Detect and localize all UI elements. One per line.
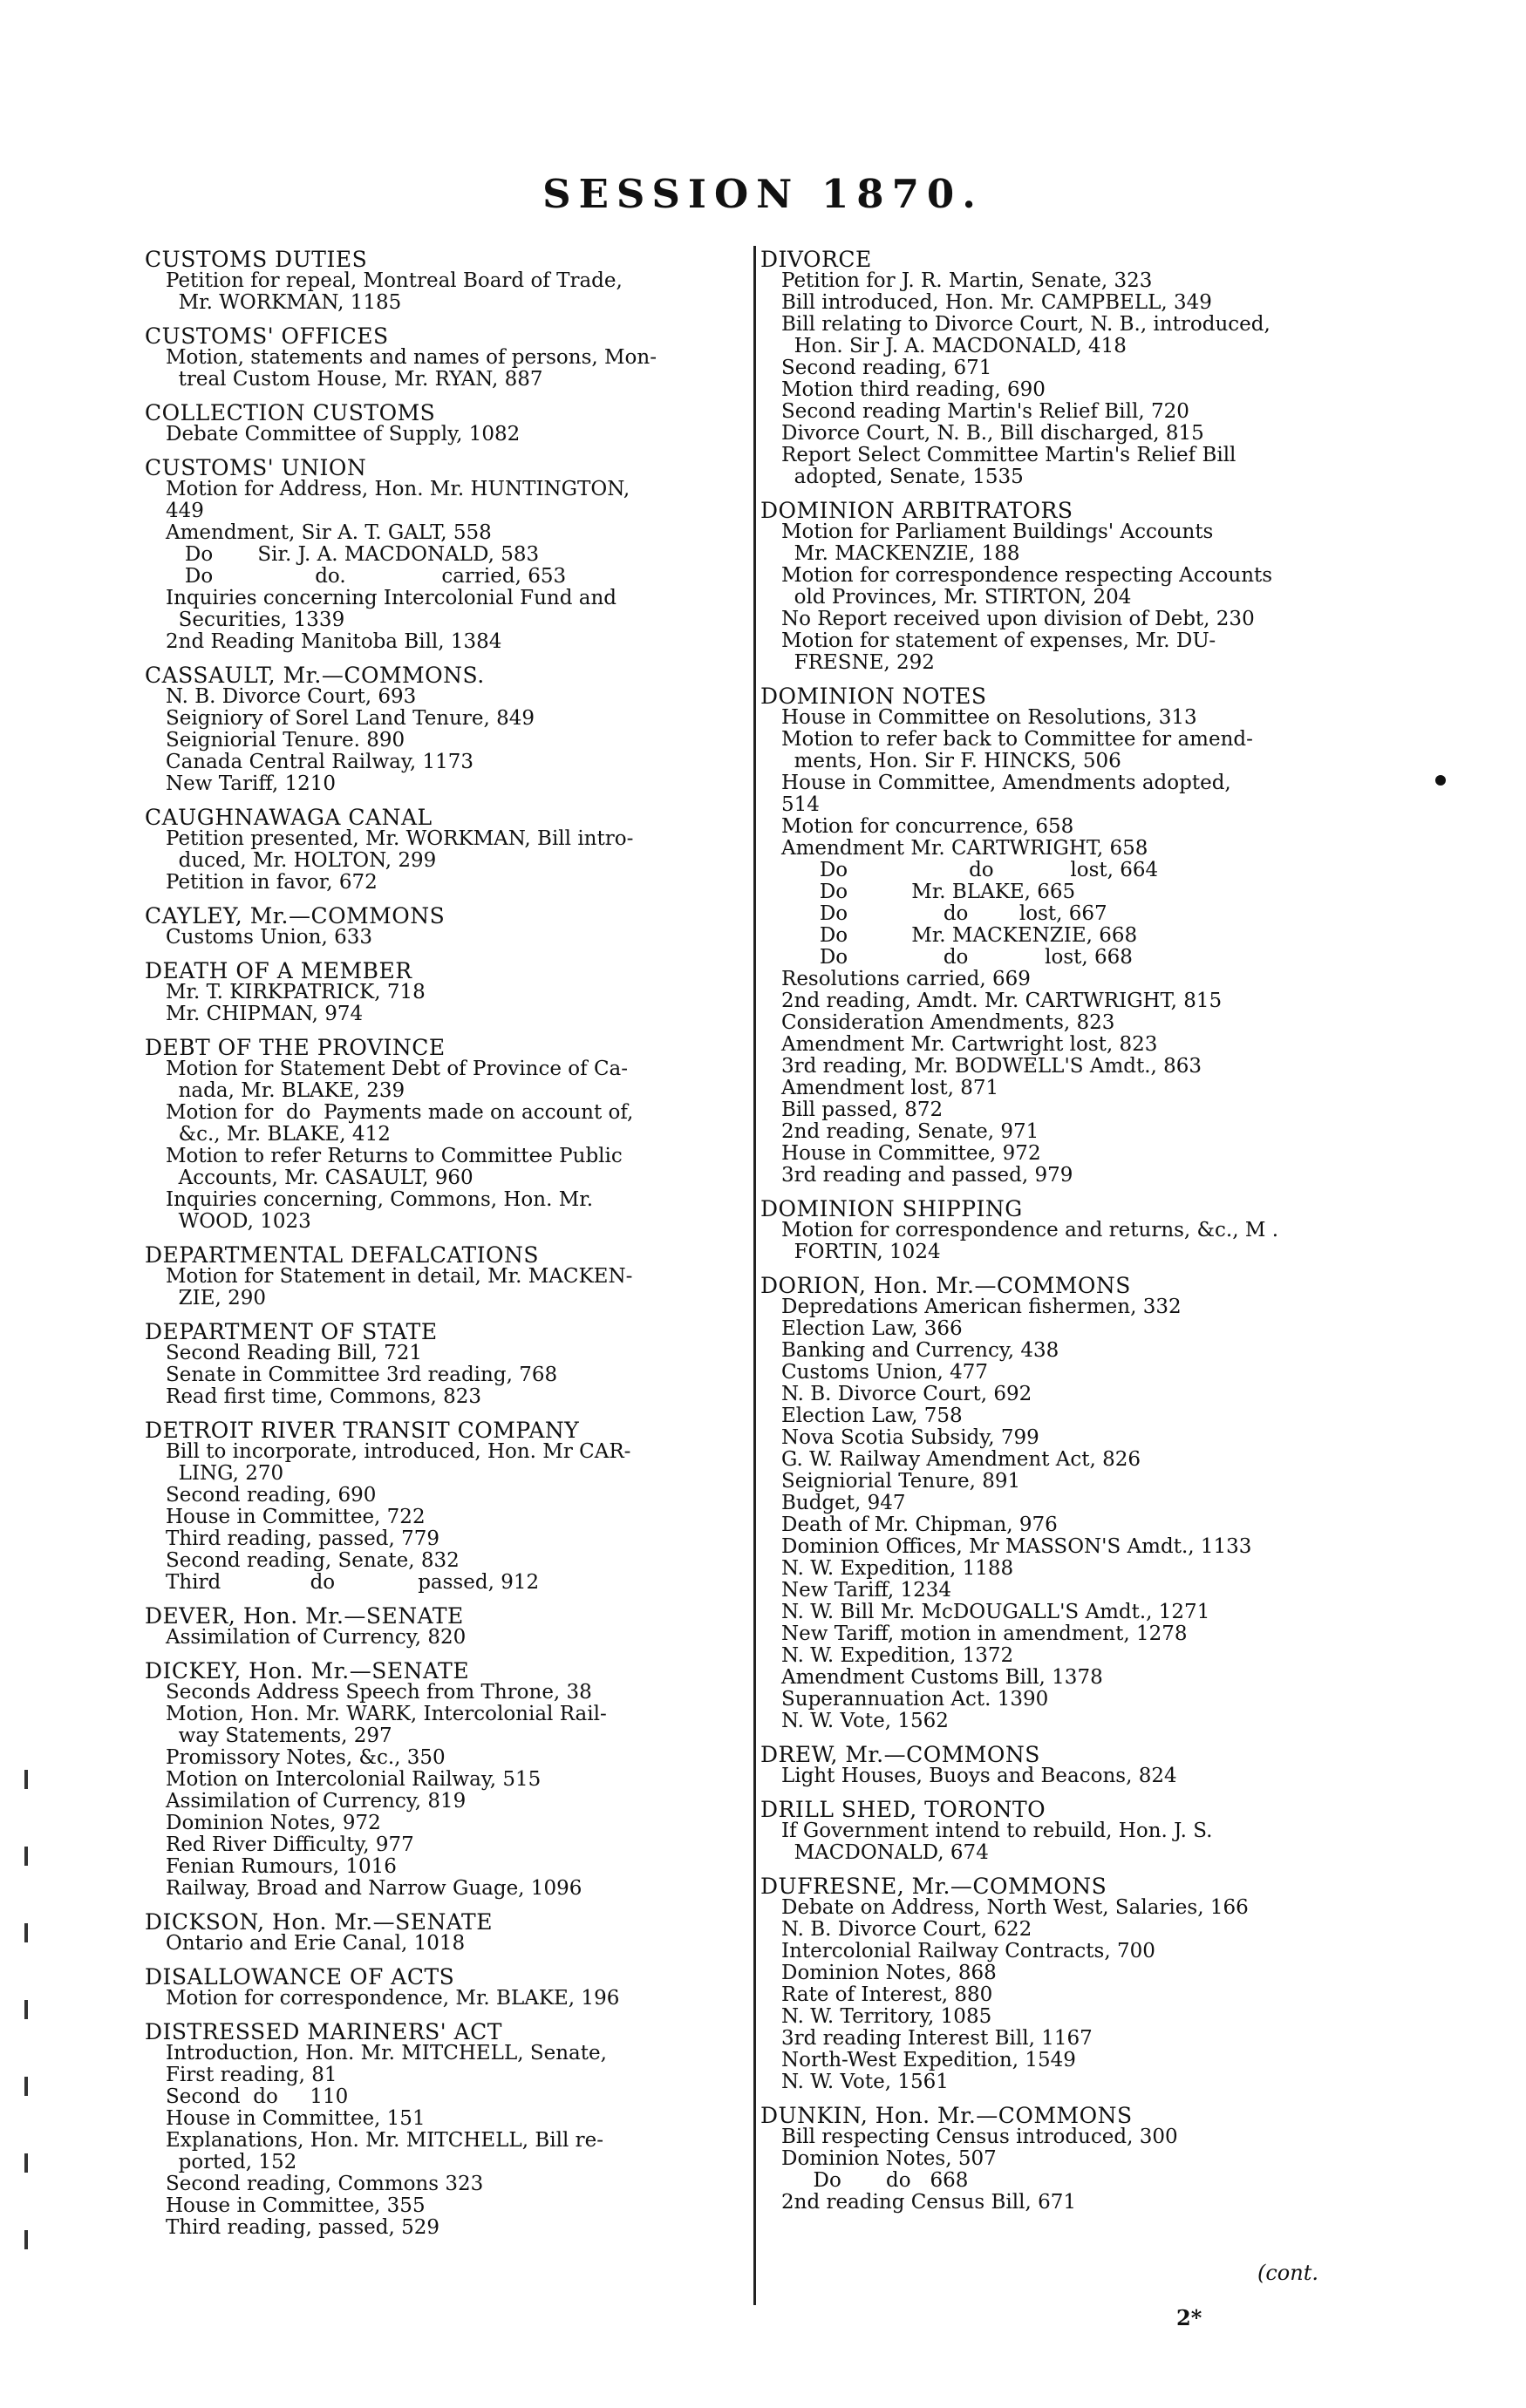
entry-heading: DORION, Hon. Mr.—COMMONS: [760, 1273, 1131, 1298]
index-entry: [145, 325, 746, 391]
entry-line: Do do lost, 668: [781, 947, 1133, 969]
entry-line: Consideration Amendments, 823: [781, 1012, 1115, 1034]
entry-line: Third reading, passed, 779: [166, 1528, 439, 1550]
entry-line: 2nd reading, Senate, 971: [781, 1121, 1039, 1143]
entry-heading: CAYLEY, Mr.—COMMONS: [145, 903, 446, 929]
entry-line: 2nd Reading Manitoba Bill, 1384: [166, 631, 502, 653]
entry-line: 3rd reading, Mr. BODWELL'S Amdt., 863: [781, 1056, 1202, 1078]
index-entry: [145, 1660, 746, 1900]
index-entry: [145, 1911, 746, 1955]
entry-line: way Statements, 297: [166, 1725, 392, 1747]
entry-line: Mr. MACKENZIE, 188: [781, 543, 1020, 565]
entry-heading: CUSTOMS DUTIES: [145, 247, 368, 272]
entry-line: Seigniorial Tenure. 890: [166, 730, 405, 752]
entry-line: Second reading Martin's Relief Bill, 720: [781, 401, 1189, 423]
entry-line: Dominion Notes, 868: [781, 1962, 997, 1984]
entry-line: Third reading, passed, 529: [166, 2217, 439, 2239]
entry-line: Motion for statement of expenses, Mr. DU-: [781, 630, 1216, 652]
index-entry: [760, 248, 1371, 488]
entry-line: New Tariff, 1210: [166, 773, 337, 795]
page-number: 2*: [1176, 2305, 1202, 2330]
entry-line: Inquiries concerning, Commons, Hon. Mr.: [166, 1189, 594, 1211]
entry-line: 2nd reading, Amdt. Mr. CARTWRIGHT, 815: [781, 990, 1223, 1012]
entry-line: Inquiries concerning Intercolonial Fund and: [166, 588, 617, 609]
entry-line: New Tariff, 1234: [781, 1580, 952, 1602]
entry-line: Motion third reading, 690: [781, 379, 1046, 401]
entry-line: 3rd reading and passed, 979: [781, 1165, 1073, 1187]
entry-line: Rate of Interest, 880: [781, 1984, 993, 2006]
entry-line: Motion for concurrence, 658: [781, 816, 1074, 838]
index-entry: [145, 1037, 746, 1233]
entry-line: Second do 110: [166, 2086, 349, 2108]
ink-dot-mark: [1435, 775, 1446, 786]
entry-line: Resolutions carried, 669: [781, 969, 1031, 990]
entry-line: Second reading, 671: [781, 357, 992, 379]
entry-heading: DIVORCE: [760, 247, 872, 272]
entry-heading: DUNKIN, Hon. Mr.—COMMONS: [760, 2103, 1133, 2128]
entry-heading: DICKSON, Hon. Mr.—SENATE: [145, 1909, 493, 1935]
entry-line: Read first time, Commons, 823: [166, 1386, 482, 1408]
entry-line: duced, Mr. HOLTON, 299: [166, 850, 437, 872]
entry-line: Bill passed, 872: [781, 1099, 944, 1121]
entry-line: Seconds Address Speech from Throne, 38: [166, 1682, 592, 1704]
index-entry: [760, 1875, 1371, 2093]
entry-line: Mr. WORKMAN, 1185: [166, 292, 402, 314]
entry-line: Depredations American fishermen, 332: [781, 1296, 1182, 1318]
entry-line: Election Law, 366: [781, 1318, 963, 1340]
entry-line: Do do 668: [781, 2170, 969, 2192]
index-entry: [145, 1321, 746, 1408]
entry-heading: CUSTOMS' OFFICES: [145, 323, 389, 349]
entry-line: Report Select Committee Martin's Relief Bill: [781, 445, 1236, 466]
entry-line: House in Committee, 722: [166, 1507, 426, 1528]
entry-line: LING, 270: [166, 1463, 284, 1485]
entry-line: Motion for Statement Debt of Province of Ca-: [166, 1058, 629, 1080]
entry-line: Customs Union, 633: [166, 927, 372, 949]
entry-line: Explanations, Hon. Mr. MITCHELL, Bill re-: [166, 2130, 603, 2152]
entry-line: Fenian Rumours, 1016: [166, 1856, 397, 1878]
entry-line: Motion for Address, Hon. Mr. HUNTINGTON,: [166, 479, 630, 500]
index-entry: [145, 806, 746, 894]
entry-line: Do Mr. BLAKE, 665: [781, 881, 1076, 903]
index-entry: [145, 248, 746, 314]
entry-line: Motion for Parliament Buildings' Accounts: [781, 521, 1214, 543]
entry-heading: CUSTOMS' UNION: [145, 455, 367, 480]
entry-line: Mr. T. KIRKPATRICK, 718: [166, 982, 426, 1003]
entry-line: Red River Difficulty, 977: [166, 1834, 414, 1856]
entry-line: Bill introduced, Hon. Mr. CAMPBELL, 349: [781, 292, 1212, 314]
entry-line: old Provinces, Mr. STIRTON, 204: [781, 587, 1132, 609]
entry-heading: DRILL SHED, TORONTO: [760, 1797, 1046, 1822]
entry-line: ported, 152: [166, 2152, 297, 2173]
entry-line: Do do lost, 667: [781, 903, 1107, 925]
entry-line: Death of Mr. Chipman, 976: [781, 1514, 1058, 1536]
entry-line: Do Sir. J. A. MACDONALD, 583: [166, 544, 540, 566]
index-entry: [145, 905, 746, 949]
entry-line: N. W. Expedition, 1372: [781, 1645, 1014, 1667]
entry-line: Amendment Customs Bill, 1378: [781, 1667, 1103, 1689]
entry-line: Motion on Intercolonial Railway, 515: [166, 1769, 542, 1791]
entry-line: G. W. Railway Amendment Act, 826: [781, 1449, 1141, 1471]
left-column: [145, 248, 746, 2250]
entry-line: Mr. CHIPMAN, 974: [166, 1003, 364, 1025]
index-entry: [760, 500, 1371, 674]
entry-line: Promissory Notes, &c., 350: [166, 1747, 446, 1769]
entry-line: Debate on Address, North West, Salaries, 166: [781, 1897, 1249, 1919]
entry-heading: DICKEY, Hon. Mr.—SENATE: [145, 1658, 470, 1684]
entry-line: Accounts, Mr. CASAULT, 960: [166, 1167, 473, 1189]
entry-line: Petition in favor, 672: [166, 872, 378, 894]
entry-line: N. W. Bill Mr. McDOUGALL'S Amdt., 1271: [781, 1602, 1210, 1623]
index-entry: [145, 1966, 746, 2010]
entry-heading: DREW, Mr.—COMMONS: [760, 1742, 1040, 1767]
margin-binding-marks: [24, 1770, 30, 2293]
index-entry: [145, 1419, 746, 1594]
entry-heading: CASSAULT, Mr.—COMMONS.: [145, 663, 485, 688]
entry-line: Seigniorial Tenure, 891: [781, 1471, 1021, 1493]
entry-heading: DEVER, Hon. Mr.—SENATE: [145, 1603, 464, 1629]
entry-line: treal Custom House, Mr. RYAN, 887: [166, 369, 543, 391]
index-entry: [145, 457, 746, 653]
entry-line: 514: [781, 794, 820, 816]
page-title: SESSION 1870.: [542, 171, 984, 217]
entry-line: Introduction, Hon. Mr. MITCHELL, Senate,: [166, 2043, 607, 2064]
index-entry: [760, 685, 1371, 1187]
entry-line: No Report received upon division of Debt, 230: [781, 609, 1255, 630]
entry-line: Ontario and Erie Canal, 1018: [166, 1933, 466, 1955]
entry-line: N. B. Divorce Court, 693: [166, 686, 417, 708]
entry-heading: DOMINION SHIPPING: [760, 1196, 1023, 1221]
entry-line: Light Houses, Buoys and Beacons, 824: [781, 1765, 1177, 1787]
entry-line: 449: [166, 500, 204, 522]
entry-heading: DUFRESNE, Mr.—COMMONS: [760, 1874, 1107, 1899]
index-entry: [145, 2021, 746, 2239]
entry-line: House in Committee, 151: [166, 2108, 426, 2130]
entry-line: Intercolonial Railway Contracts, 700: [781, 1941, 1155, 1962]
index-entry: [760, 1198, 1371, 1263]
entry-line: &c., Mr. BLAKE, 412: [166, 1124, 391, 1146]
entry-line: nada, Mr. BLAKE, 239: [166, 1080, 405, 1102]
entry-line: House in Committee on Resolutions, 313: [781, 707, 1197, 729]
entry-line: Canada Central Railway, 1173: [166, 752, 473, 773]
entry-line: Petition presented, Mr. WORKMAN, Bill intro-: [166, 828, 634, 850]
index-entry: [145, 1244, 746, 1309]
index-entry: [760, 1799, 1371, 1864]
continued-mark: (cont.: [1257, 2261, 1318, 2285]
index-entry: [145, 1605, 746, 1649]
entry-line: N. W. Vote, 1561: [781, 2071, 949, 2093]
entry-heading: DEPARTMENTAL DEFALCATIONS: [145, 1242, 540, 1268]
entry-line: Motion for correspondence and returns, &c., M .: [781, 1220, 1279, 1241]
entry-line: Dominion Offices, Mr MASSON'S Amdt., 1133: [781, 1536, 1252, 1558]
entry-line: Customs Union, 477: [781, 1362, 988, 1384]
entry-line: N. W. Vote, 1562: [781, 1711, 949, 1732]
entry-line: House in Committee, 355: [166, 2195, 426, 2217]
entry-line: Election Law, 758: [781, 1405, 963, 1427]
entry-line: Motion, Hon. Mr. WARK, Intercolonial Rail-: [166, 1704, 607, 1725]
entry-line: Motion for do Payments made on account of,: [166, 1102, 634, 1124]
entry-line: Motion to refer back to Committee for amend-: [781, 729, 1253, 751]
entry-line: North-West Expedition, 1549: [781, 2050, 1076, 2071]
entry-line: Amendment lost, 871: [781, 1078, 999, 1099]
index-entry: [145, 664, 746, 795]
entry-heading: DEPARTMENT OF STATE: [145, 1319, 438, 1344]
entry-line: Amendment, Sir A. T. GALT, 558: [166, 522, 492, 544]
entry-line: N. W. Territory, 1085: [781, 2006, 992, 2028]
entry-line: Securities, 1339: [166, 609, 345, 631]
entry-line: Bill relating to Divorce Court, N. B., introduced,: [781, 314, 1271, 336]
index-entry: [760, 1744, 1371, 1787]
entry-line: MACDONALD, 674: [781, 1842, 989, 1864]
entry-heading: DEBT OF THE PROVINCE: [145, 1035, 446, 1060]
index-entry: [145, 402, 746, 446]
entry-line: First reading, 81: [166, 2064, 337, 2086]
entry-line: FORTIN, 1024: [781, 1241, 941, 1263]
column-divider: [753, 246, 756, 2305]
entry-line: House in Committee, Amendments adopted,: [781, 772, 1231, 794]
index-entry: [760, 2105, 1371, 2214]
index-entry: [145, 960, 746, 1025]
entry-line: Petition for repeal, Montreal Board of Trade,: [166, 270, 623, 292]
entry-line: N. B. Divorce Court, 692: [781, 1384, 1032, 1405]
entry-line: FRESNE, 292: [781, 652, 935, 674]
entry-line: Do Mr. MACKENZIE, 668: [781, 925, 1138, 947]
entry-line: Bill to incorporate, introduced, Hon. Mr CAR-: [166, 1441, 631, 1463]
entry-heading: DISTRESSED MARINERS' ACT: [145, 2019, 502, 2044]
entry-line: Third do passed, 912: [166, 1572, 540, 1594]
entry-heading: DOMINION NOTES: [760, 684, 987, 709]
entry-heading: DETROIT RIVER TRANSIT COMPANY: [145, 1418, 580, 1443]
entry-line: 3rd reading Interest Bill, 1167: [781, 2028, 1093, 2050]
entry-line: Amendment Mr. Cartwright lost, 823: [781, 1034, 1158, 1056]
entry-heading: COLLECTION CUSTOMS: [145, 400, 436, 425]
entry-line: adopted, Senate, 1535: [781, 466, 1024, 488]
entry-line: Nova Scotia Subsidy, 799: [781, 1427, 1039, 1449]
entry-line: Motion for Statement in detail, Mr. MACKEN-: [166, 1266, 633, 1288]
right-column: [760, 248, 1371, 2225]
entry-line: N. B. Divorce Court, 622: [781, 1919, 1032, 1941]
entry-line: Budget, 947: [781, 1493, 906, 1514]
entry-line: Motion to refer Returns to Committee Public: [166, 1146, 623, 1167]
entry-line: Assimilation of Currency, 819: [166, 1791, 467, 1813]
entry-line: N. W. Expedition, 1188: [781, 1558, 1014, 1580]
entry-line: If Government intend to rebuild, Hon. J. S.: [781, 1820, 1213, 1842]
entry-line: Senate in Committee 3rd reading, 768: [166, 1364, 558, 1386]
entry-line: House in Committee, 972: [781, 1143, 1041, 1165]
index-entry: [760, 1275, 1371, 1732]
entry-line: Petition for J. R. Martin, Senate, 323: [781, 270, 1153, 292]
entry-line: Dominion Notes, 972: [166, 1813, 381, 1834]
entry-line: ZIE, 290: [166, 1288, 266, 1309]
entry-heading: DEATH OF A MEMBER: [145, 958, 412, 983]
entry-heading: DOMINION ARBITRATORS: [760, 498, 1073, 523]
entry-line: Do do lost, 664: [781, 860, 1159, 881]
entry-line: Superannuation Act. 1390: [781, 1689, 1049, 1711]
entry-line: Banking and Currency, 438: [781, 1340, 1059, 1362]
entry-line: Bill respecting Census introduced, 300: [781, 2126, 1178, 2148]
entry-line: Second reading, 690: [166, 1485, 377, 1507]
entry-line: Railway, Broad and Narrow Guage, 1096: [166, 1878, 582, 1900]
entry-line: WOOD, 1023: [166, 1211, 311, 1233]
entry-line: New Tariff, motion in amendment, 1278: [781, 1623, 1188, 1645]
entry-line: 2nd reading Census Bill, 671: [781, 2192, 1076, 2214]
entry-line: Amendment Mr. CARTWRIGHT, 658: [781, 838, 1148, 860]
entry-line: Dominion Notes, 507: [781, 2148, 997, 2170]
entry-line: Second Reading Bill, 721: [166, 1343, 423, 1364]
entry-line: ments, Hon. Sir F. HINCKS, 506: [781, 751, 1121, 772]
entry-heading: DISALLOWANCE OF ACTS: [145, 1964, 455, 1990]
entry-line: Motion, statements and names of persons, Mon-: [166, 347, 657, 369]
entry-line: Second reading, Commons 323: [166, 2173, 484, 2195]
entry-heading: CAUGHNAWAGA CANAL: [145, 805, 433, 830]
entry-line: Hon. Sir J. A. MACDONALD, 418: [781, 336, 1127, 357]
entry-line: Do do. carried, 653: [166, 566, 567, 588]
entry-line: Motion for correspondence respecting Accounts: [781, 565, 1273, 587]
entry-line: Debate Committee of Supply, 1082: [166, 424, 521, 446]
entry-line: Divorce Court, N. B., Bill discharged, 815: [781, 423, 1204, 445]
entry-line: Assimilation of Currency, 820: [166, 1627, 467, 1649]
entry-line: Second reading, Senate, 832: [166, 1550, 460, 1572]
entry-line: Motion for correspondence, Mr. BLAKE, 196: [166, 1988, 620, 2010]
entry-line: Seigniory of Sorel Land Tenure, 849: [166, 708, 535, 730]
